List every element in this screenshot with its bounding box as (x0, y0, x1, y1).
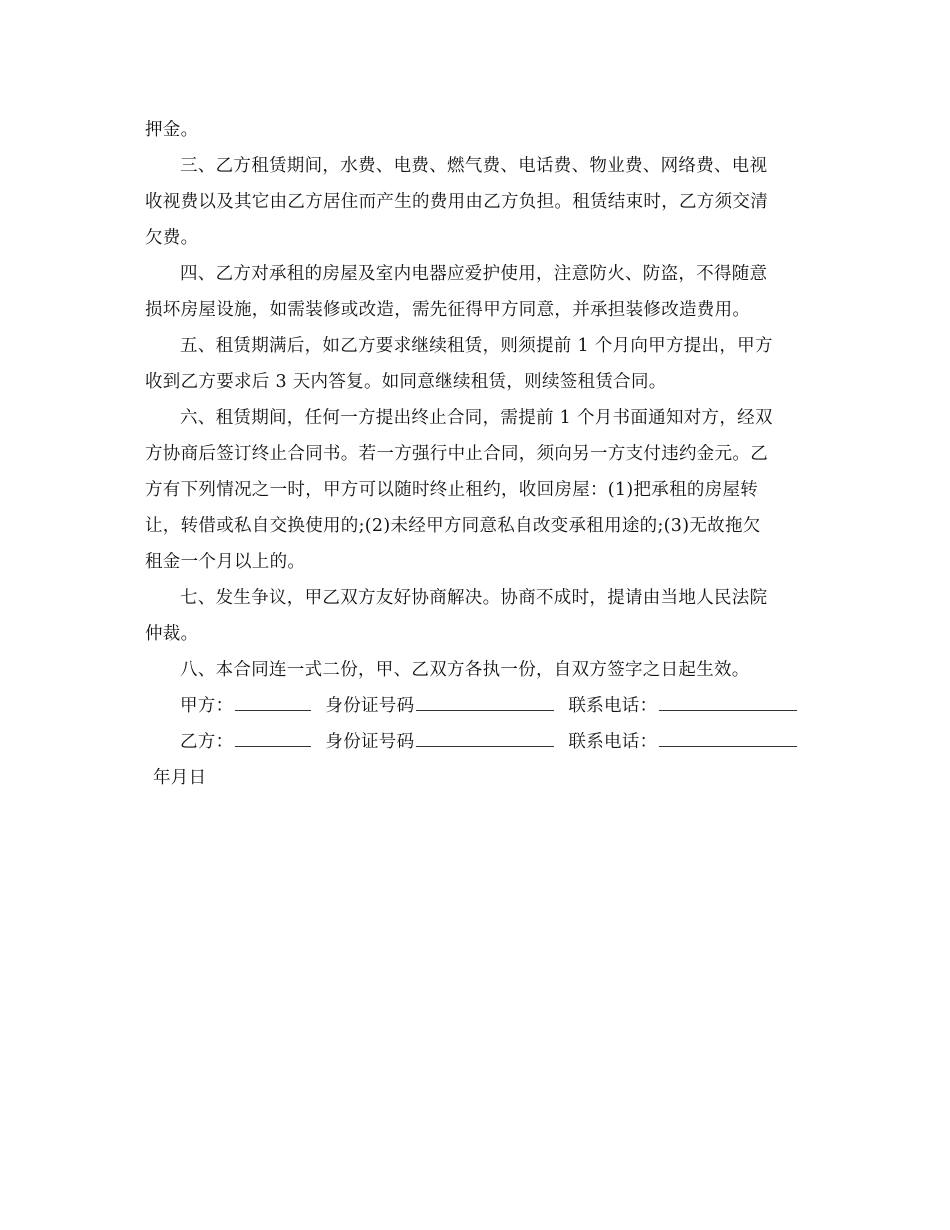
clause-5 (145, 328, 805, 400)
text-line: 方协商后签订终止合同书。若一方强行中止合同，须向另一方支付违约金元。乙 (145, 444, 768, 464)
party-a-name-blank[interactable] (235, 688, 311, 711)
signature-row-party-b (145, 724, 805, 760)
text-line: 六、租赁期间，任何一方提出终止合同，需提前 1 个月书面通知对方，经双 (180, 408, 773, 428)
text-line: 让，转借或私自交换使用的;(2)未经甲方同意私自改变承租用途的;(3)无故拖欠 (145, 516, 761, 536)
text-line: 七、发生争议，甲乙双方友好协商解决。协商不成时，提请由当地人民法院 (180, 588, 768, 608)
signature-row-party-a (145, 688, 805, 724)
clause-4 (145, 256, 805, 328)
party-a-phone-label: 联系电话： (568, 696, 658, 716)
party-a-id-label: 身份证号码 (325, 696, 415, 716)
clause-8 (145, 652, 805, 688)
text-line: 仲裁。 (145, 624, 199, 644)
text-line: 八、本合同连一式二份，甲、乙双方各执一份，自双方签字之日起生效。 (180, 660, 750, 680)
contract-body (145, 112, 805, 796)
text-line: 收到乙方要求后 3 天内答复。如同意继续租赁，则续签租赁合同。 (145, 372, 667, 392)
text-line: 收视费以及其它由乙方居住而产生的费用由乙方负担。租赁结束时，乙方须交清 (145, 192, 768, 212)
party-b-phone-label: 联系电话： (568, 732, 658, 752)
clause-7 (145, 580, 805, 652)
text-line: 方有下列情况之一时，甲方可以随时终止租约，收回房屋：(1)把承租的房屋转 (145, 480, 759, 500)
party-a-label: 甲方： (180, 696, 234, 716)
clause-3 (145, 148, 805, 256)
text-line: 三、乙方租赁期间，水费、电费、燃气费、电话费、物业费、网络费、电视 (180, 156, 768, 176)
date-line (145, 760, 805, 796)
continuation-text (145, 112, 805, 148)
party-b-name-blank[interactable] (235, 724, 311, 747)
party-b-id-label: 身份证号码 (325, 732, 415, 752)
text-line: 押金。 (145, 120, 199, 140)
party-b-id-blank[interactable] (416, 724, 554, 747)
clause-6 (145, 400, 805, 580)
text-line: 欠费。 (145, 228, 199, 248)
party-a-phone-blank[interactable] (659, 688, 797, 711)
text-line: 损坏房屋设施，如需装修或改造，需先征得甲方同意，并承担装修改造费用。 (145, 300, 751, 320)
party-b-label: 乙方： (180, 732, 234, 752)
party-b-phone-blank[interactable] (659, 724, 797, 747)
text-line: 租金一个月以上的。 (145, 552, 306, 572)
date-label: 年月日 (153, 768, 207, 788)
text-line: 四、乙方对承租的房屋及室内电器应爱护使用，注意防火、防盗，不得随意 (180, 264, 768, 284)
party-a-id-blank[interactable] (416, 688, 554, 711)
text-line: 五、租赁期满后，如乙方要求继续租赁，则须提前 1 个月向甲方提出，甲方 (180, 336, 773, 356)
